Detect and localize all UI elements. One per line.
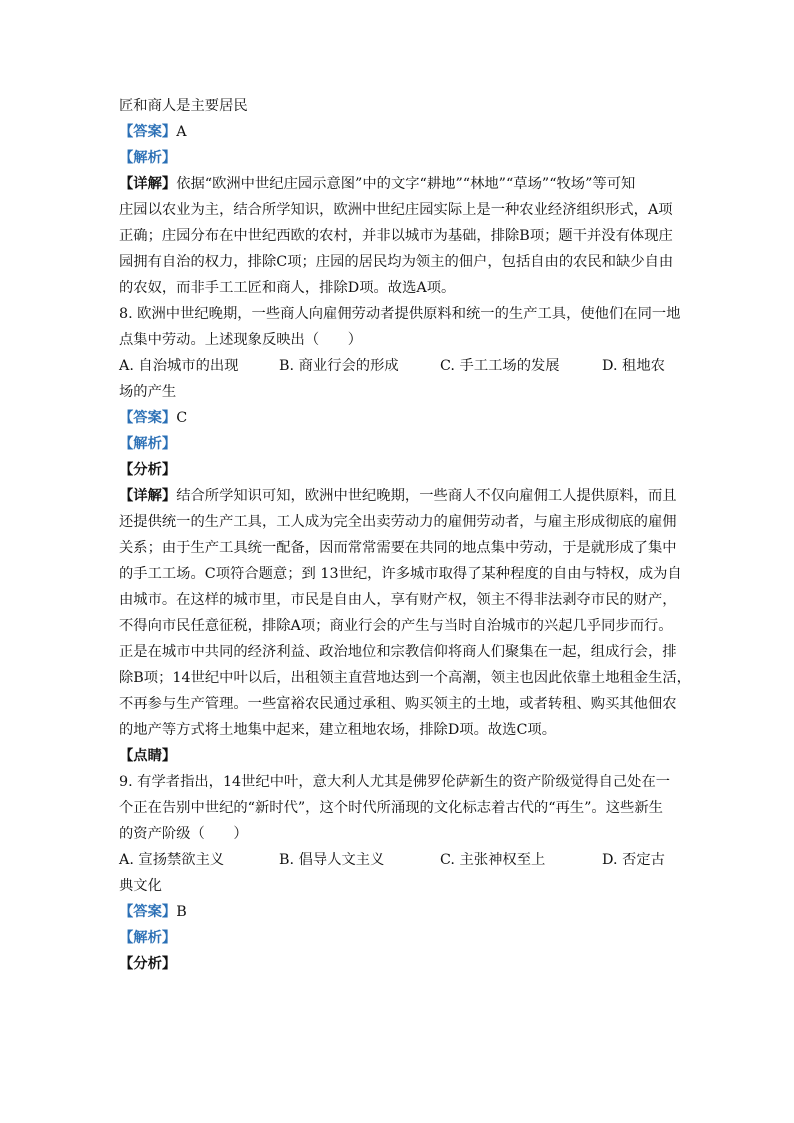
q9-answer-value: B bbox=[176, 904, 187, 920]
q8-detail-line-4: 的手工工场。C项符合题意；到 13世纪，许多城市取得了某种程度的自由与特权，成为自 bbox=[119, 566, 682, 582]
q9-fenxi-line bbox=[119, 951, 679, 977]
q7-answer-line bbox=[119, 119, 679, 145]
q9-stem-line-3: 的资产阶级（ ） bbox=[119, 826, 248, 842]
q8-stem-line-1: 8. 欧洲中世纪晚期，一些商人向雇佣劳动者提供原料和统一的生产工具，使他们在同一地 bbox=[119, 306, 681, 322]
dianjing-tag: 【点睛】 bbox=[119, 748, 177, 764]
q8-detail-line-1 bbox=[119, 483, 679, 509]
q7-detail-line-5: 的农奴，而非手工工匠和商人，排除D项。故选A项。 bbox=[119, 280, 456, 296]
answer-tag: 【答案】 bbox=[119, 410, 177, 426]
fenxi-tag: 【分析】 bbox=[119, 462, 177, 478]
q9-options bbox=[119, 847, 679, 873]
q8-fenxi-line bbox=[119, 457, 679, 483]
analysis-tag: 【解析】 bbox=[119, 436, 177, 452]
q7-analysis-line bbox=[119, 145, 679, 171]
q8-options bbox=[119, 353, 679, 379]
q8-option-a: A. 自治城市的出现 bbox=[119, 358, 239, 374]
q8-detail-line-7: 正是在城市中共同的经济利益、政治地位和宗教信仰将商人们聚集在一起，组成行会，排 bbox=[119, 644, 677, 660]
q9-stem-line-2: 个正在告别中世纪的“新时代”，这个时代所涌现的文化标志着古代的“再生”。这些新生 bbox=[119, 800, 663, 816]
q8-option-b: B. 商业行会的形成 bbox=[279, 358, 399, 374]
q9-option-d-continuation: 典文化 bbox=[119, 878, 162, 894]
q8-detail-line-6: 不得向市民任意征税，排除A项；商业行会的产生与当时自治城市的兴起几乎同步而行。 bbox=[119, 618, 673, 634]
q8-option-d-continuation: 场的产生 bbox=[119, 384, 177, 400]
q8-detail-line-10: 的地产等方式将土地集中起来，建立租地农场，排除D项。故选C项。 bbox=[119, 722, 557, 738]
answer-tag: 【答案】 bbox=[119, 904, 177, 920]
q8-detail-line-3: 关系；由于生产工具统一配备，因而常常需要在共同的地点集中劳动，于是就形成了集中 bbox=[119, 540, 677, 556]
q7-detail-text-1: 依据“欧洲中世纪庄园示意图”中的文字“耕地”“林地”“草场”“牧场”等可知 bbox=[176, 176, 636, 192]
q9-analysis-line bbox=[119, 925, 679, 951]
q8-option-c: C. 手工工场的发展 bbox=[440, 358, 560, 374]
q8-stem-line-2: 点集中劳动。上述现象反映出（ ） bbox=[119, 332, 363, 348]
q8-detail-line-9: 不再参与生产管理。一些富裕农民通过承租、购买领主的土地，或者转租、购买其他佃农 bbox=[119, 696, 677, 712]
q8-detail-line-2: 还提供统一的生产工具，工人成为完全出卖劳动力的雇佣劳动者，与雇主形成彻底的雇佣 bbox=[119, 514, 677, 530]
detail-tag: 【详解】 bbox=[119, 176, 177, 192]
q7-detail-line-1 bbox=[119, 171, 679, 197]
q8-option-d: D. 租地农 bbox=[602, 358, 665, 374]
document-page bbox=[119, 93, 691, 977]
analysis-tag: 【解析】 bbox=[119, 150, 177, 166]
q9-option-d: D. 否定古 bbox=[602, 852, 665, 868]
q8-detail-text-1: 结合所学知识可知，欧洲中世纪晚期，一些商人不仅向雇佣工人提供原料，而且 bbox=[176, 488, 677, 504]
q9-stem-line-1: 9. 有学者指出，14世纪中叶，意大利人尤其是佛罗伦萨新生的资产阶级觉得自己处在一 bbox=[119, 774, 671, 790]
q7-detail-line-4: 园拥有自治的权力，排除C项；庄园的居民均为领主的佃户，包括自由的农民和缺少自由 bbox=[119, 254, 674, 270]
q8-dianjing-line bbox=[119, 743, 679, 769]
option-continuation: 匠和商人是主要居民 bbox=[119, 98, 248, 114]
q8-answer-line bbox=[119, 405, 679, 431]
q9-option-c: C. 主张神权至上 bbox=[440, 852, 546, 868]
q7-detail-line-2: 庄园以农业为主，结合所学知识，欧洲中世纪庄园实际上是一种农业经济组织形式，A项 bbox=[119, 202, 673, 218]
q8-analysis-line bbox=[119, 431, 679, 457]
detail-tag: 【详解】 bbox=[119, 488, 177, 504]
analysis-tag: 【解析】 bbox=[119, 930, 177, 946]
q8-answer-value: C bbox=[176, 410, 188, 426]
fenxi-tag: 【分析】 bbox=[119, 956, 177, 972]
q9-answer-line bbox=[119, 899, 679, 925]
answer-tag: 【答案】 bbox=[119, 124, 177, 140]
q8-detail-line-8: 除B项；14世纪中叶以后，出租领主直营地达到一个高潮，领主也因此依靠土地租金生活， bbox=[119, 670, 691, 686]
q7-detail-line-3: 正确；庄园分布在中世纪西欧的农村，并非以城市为基础，排除B项；题干并没有体现庄 bbox=[119, 228, 673, 244]
q7-answer-value: A bbox=[176, 124, 187, 140]
q8-detail-line-5: 由城市。在这样的城市里，市民是自由人，享有财产权，领主不得非法剥夺市民的财产， bbox=[119, 592, 677, 608]
q9-option-a: A. 宣扬禁欲主义 bbox=[119, 852, 225, 868]
q9-option-b: B. 倡导人文主义 bbox=[279, 852, 385, 868]
